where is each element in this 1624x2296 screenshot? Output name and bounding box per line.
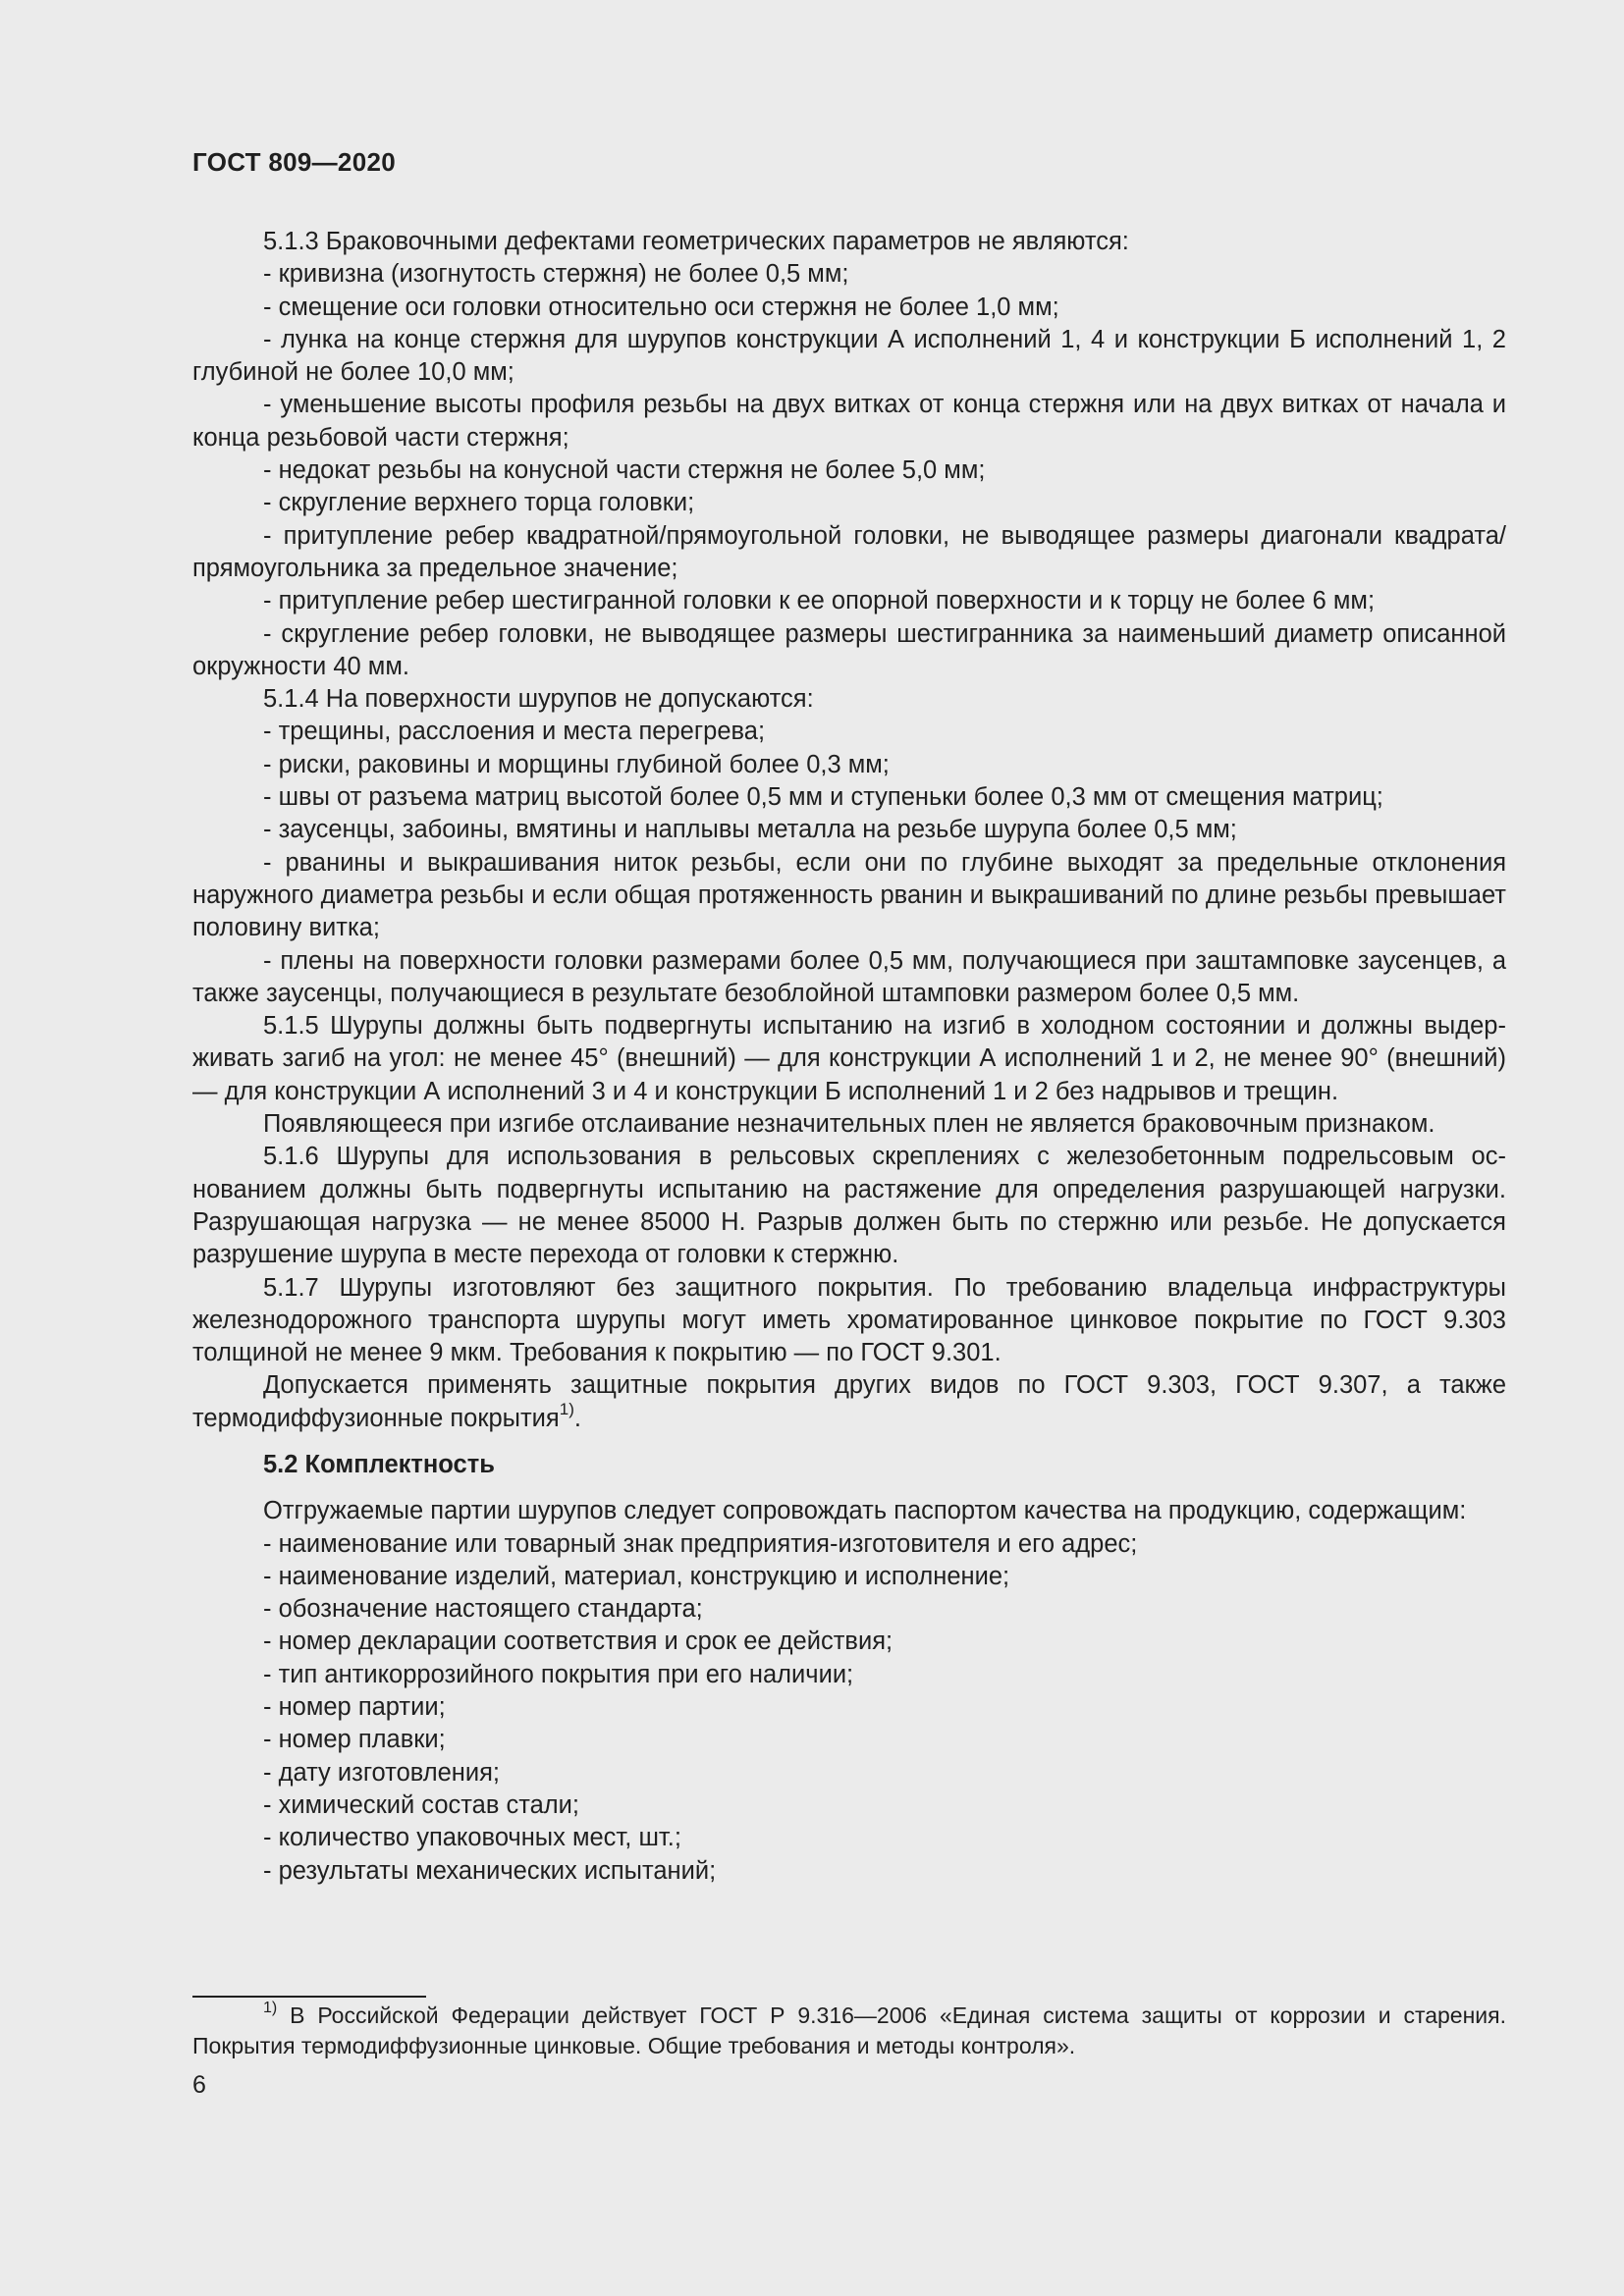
footnote-text: В Российской Федерации действует ГОСТ Р 9.316—2006 «Единая система защиты от коррозии и старения. Покрытия термодиффузионные цинковые. Общие требования и методы контроля». [192,2002,1506,2058]
paragraph-5-1-5-note: Появляющееся при изгибе отслаивание незначительных плен не является браковочным признаком. [263,1110,1435,1139]
list-item: - скругление верхнего торца головки; [192,487,1506,519]
list-item: - результаты механических испытаний; [192,1855,1506,1888]
list-item: - смещение оси головки относительно оси стержня не более 1,0 мм; [192,292,1506,324]
list-item: - уменьшение высоты профиля резьбы на двух витках от конца стержня или на двух витках от начала и конца резьбовой части стержня; [192,389,1506,454]
list-item: - плены на поверхности головки размерами более 0,5 мм, получающиеся при заштамповке заусенцев, а также заусенцы, получающиеся в результате безоблойной штамповки размером более 0,5 мм. [192,945,1506,1011]
list-item: - недокат резьбы на конусной части стержня не более 5,0 мм; [192,454,1506,487]
list-item: - номер плавки; [192,1724,1506,1756]
paragraph-5-1-6: 5.1.6 Шурупы для использования в рельсовых скреплениях с железобетонным подрельсовым основанием должны быть подвергнуты испытанию на растяжение для определения разрушающей нагрузки. Разрушающая нагрузка — не менее 85000 Н. Разрыв должен быть по стержню или резьбе. Не допускается разрушение шурупа в месте перехода от головки к стержню. [192,1143,1506,1269]
list-item: - риски, раковины и морщины глубиной более 0,3 мм; [192,749,1506,781]
list-item: - химический состав стали; [192,1789,1506,1822]
footnote-marker: 1) [263,2000,278,2017]
footnote [192,2001,1506,2061]
document-header: ГОСТ 809—2020 [192,147,396,177]
section-heading-5-2: 5.2 Комплектность [263,1450,495,1478]
paragraph-5-1-5: 5.1.5 Шурупы должны быть подвергнуты испытанию на изгиб в холодном состоянии и должны выдерживать загиб на угол: не менее 45° (внешний) — для конструкции А исполнений 1 и 2, не менее 90° (внешний) — для конструкции А исполнений 3 и 4 и конструкции Б исполнений 1 и 2 без надрывов и трещин. [192,1012,1506,1105]
list-item: - наименование изделий, материал, конструкцию и исполнение; [192,1561,1506,1593]
list-item: - тип антикоррозийного покрытия при его наличии; [192,1659,1506,1691]
paragraph-5-1-4: 5.1.4 На поверхности шурупов не допускаются: [263,685,814,714]
list-item: - трещины, расслоения и места перегрева; [192,716,1506,748]
paragraph-text: Допускается применять защитные покрытия других видов по ГОСТ 9.303, ГОСТ 9.307, а также термодиффузионные покрытия [192,1371,1506,1432]
list-item: - дату изготовления; [192,1757,1506,1789]
footnote-reference[interactable]: 1) [559,1400,574,1419]
list-item: - скругление ребер головки, не выводящее размеры шестигранника за наименьший диаметр описанной окружности 40 мм. [192,618,1506,684]
paragraph-5-1-3: 5.1.3 Браковочными дефектами геометрических параметров не являются: [263,228,1129,255]
list-item: - номер декларации соответствия и срок ее действия; [192,1626,1506,1658]
footnote-divider [192,1996,426,1998]
list-item: - заусенцы, забоины, вмятины и наплывы металла на резьбе шурупа более 0,5 мм; [192,814,1506,846]
paragraph-5-1-7-note [192,1369,1506,1435]
list-item: - притупление ребер квадратной/прямоугольной головки, не выводящее размеры диагонали квадрата/прямоугольника за предельное значение; [192,520,1506,586]
list-item: - швы от разъема матриц высотой более 0,5 мм и ступеньки более 0,3 мм от смещения матриц; [192,781,1506,814]
list-item: - количество упаковочных мест, шт.; [192,1822,1506,1854]
paragraph-5-2: Отгружаемые партии шурупов следует сопровождать паспортом качества на продукцию, содержащим: [263,1497,1467,1525]
page-number: 6 [192,2071,206,2099]
list-item: - кривизна (изогнутость стержня) не более 0,5 мм; [192,258,1506,291]
list-item: - притупление ребер шестигранной головки к ее опорной поверхности и к торцу не более 6 мм; [192,585,1506,617]
list-item: - рванины и выкрашивания ниток резьбы, если они по глубине выходят за предельные отклонения наружного диаметра резьбы и если общая протяженность рванин и выкрашиваний по длине резьбы превышает половину витка; [192,847,1506,945]
paragraph-5-1-7: 5.1.7 Шурупы изготовляют без защитного покрытия. По требованию владельца инфраструктуры железнодорожного транспорта шурупы могут иметь хроматированное цинковое покрытие по ГОСТ 9.303 толщиной не менее 9 мкм. Требования к покрытию — по ГОСТ 9.301. [192,1273,1506,1367]
list-item: - наименование или товарный знак предприятия-изготовителя и его адрес; [192,1528,1506,1561]
list-item: - лунка на конце стержня для шурупов конструкции А исполнений 1, 4 и конструкции Б исполнений 1, 2 глубиной не более 10,0 мм; [192,324,1506,390]
document-body [192,226,1506,1888]
list-item: - номер партии; [192,1691,1506,1724]
paragraph-end: . [573,1404,581,1432]
list-item: - обозначение настоящего стандарта; [192,1593,1506,1626]
